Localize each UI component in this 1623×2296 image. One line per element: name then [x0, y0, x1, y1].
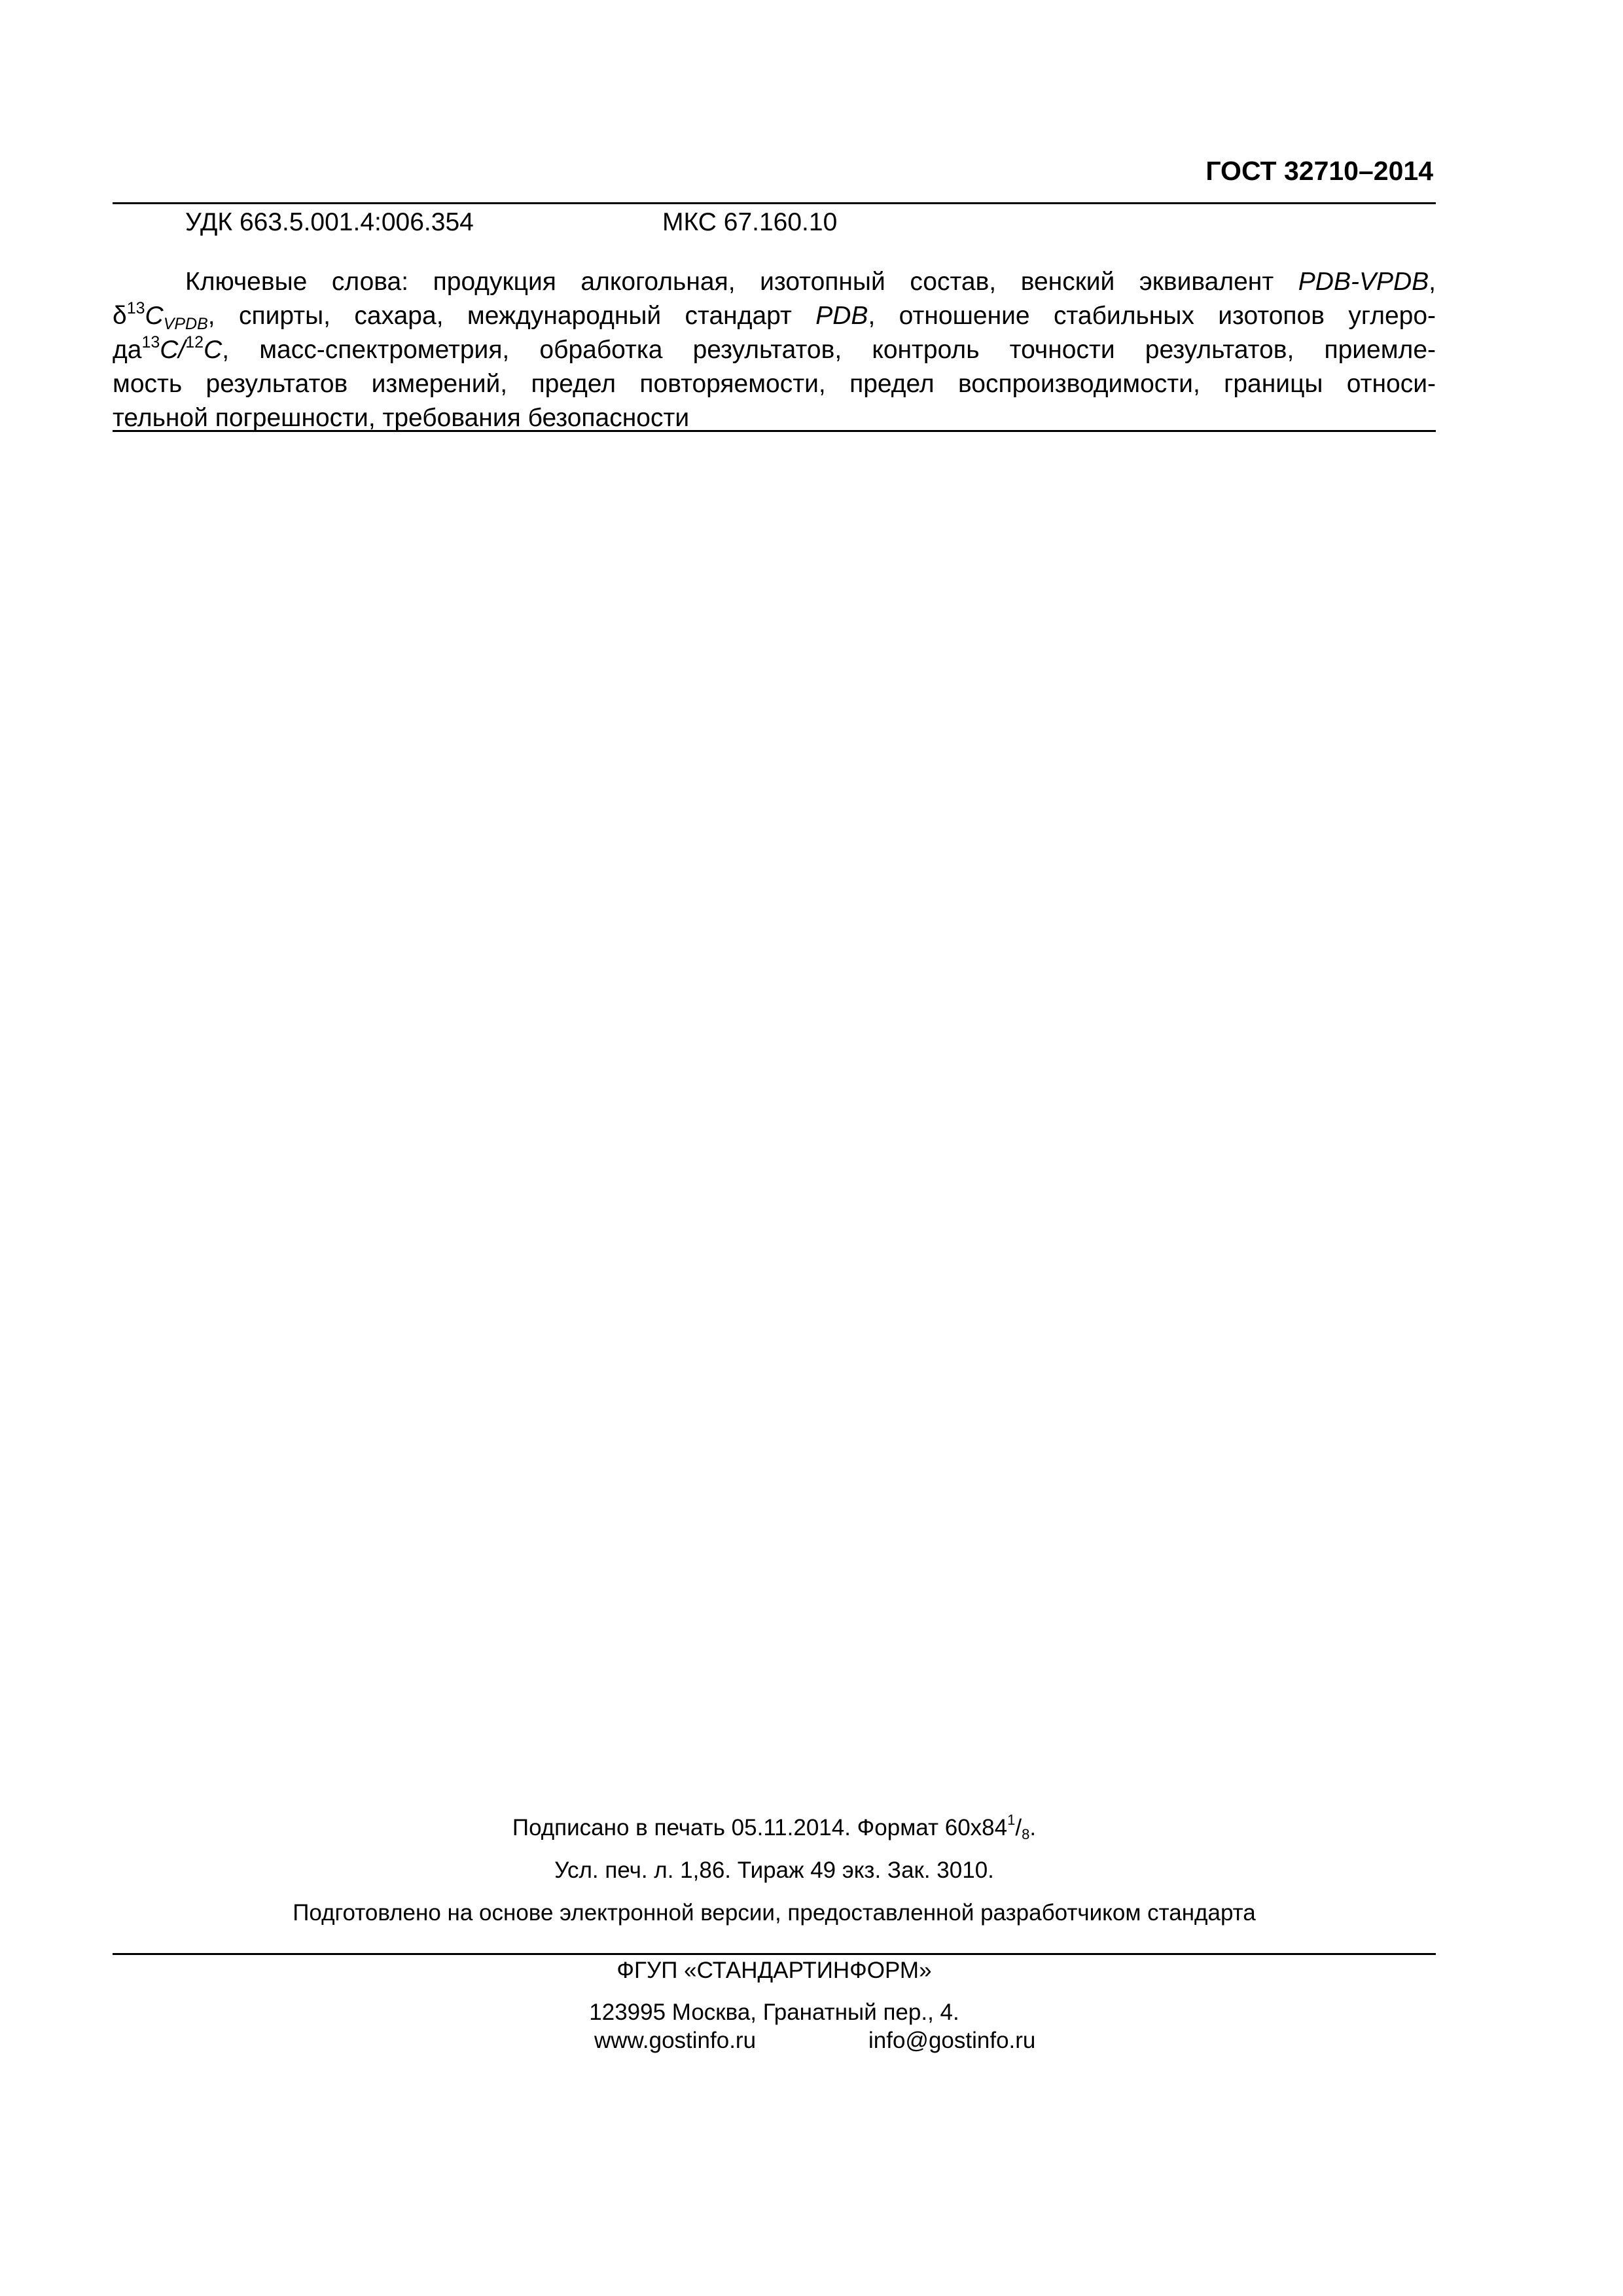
header-rule	[113, 202, 1436, 204]
carbon-ratio-denominator: C	[204, 336, 223, 364]
prepared-note: Подготовлено на основе электронной версии, предоставленной разработчиком стандарта	[293, 1900, 1256, 1926]
keywords-text: , отношение стабильных изотопов углеро-	[868, 302, 1436, 330]
standard-code: ГОСТ 32710–2014	[1205, 156, 1433, 186]
subscript-vpdb: VPDB	[163, 315, 208, 333]
keywords-text: да	[113, 336, 142, 364]
udk-code: УДК 663.5.001.4:006.354	[185, 208, 474, 236]
keywords-paragraph	[113, 265, 1436, 435]
format-slash: /	[1015, 1815, 1022, 1840]
keywords-line-4: мость результатов измерений, предел повторяемости, предел воспроизводимости, границы относи-	[113, 370, 1436, 398]
publisher-address: 123995 Москва, Гранатный пер., 4.	[589, 2000, 959, 2025]
mks-code: МКС 67.160.10	[662, 208, 838, 236]
format-dot: .	[1029, 1815, 1037, 1840]
superscript-13: 13	[126, 299, 145, 317]
pdb-term: PDB	[815, 302, 868, 330]
keywords-line-5: тельной погрешности, требования безопасности	[113, 404, 690, 432]
email-link[interactable]: info@gostinfo.ru	[868, 2028, 1036, 2053]
format-numerator: 1	[1007, 1812, 1016, 1828]
signed-to-print	[113, 1812, 1436, 1842]
signed-text: Подписано в печать 05.11.2014. Формат 60x84	[512, 1815, 1008, 1840]
keywords-rule	[113, 430, 1436, 432]
keywords-line-1	[113, 265, 1436, 299]
delta-symbol: δ	[113, 302, 127, 330]
carbon-ratio-numerator: C/	[160, 336, 186, 364]
keywords-text: , масс-спектрометрия, обработка результатов, контроль точности результатов, приемле-	[222, 336, 1436, 364]
print-sheets-info: Усл. печ. л. 1,86. Тираж 49 экз. Зак. 3010.	[554, 1857, 994, 1883]
footer-rule	[113, 1953, 1436, 1955]
keywords-punct: ,	[1429, 268, 1436, 296]
pdb-vpdb-term: PDB-VPDB	[1298, 268, 1429, 296]
superscript-12: 12	[185, 333, 204, 351]
keywords-text: Ключевые слова: продукция алкогольная, изотопный состав, венский эквивалент	[185, 268, 1298, 296]
superscript-13: 13	[141, 333, 160, 351]
keywords-text: , спирты, сахара, международный стандарт	[207, 302, 816, 330]
keywords-line-3	[113, 333, 1436, 367]
format-denominator: 8	[1022, 1826, 1030, 1842]
keywords-line-2	[113, 299, 1436, 333]
website-link[interactable]: www.gostinfo.ru	[594, 2028, 757, 2053]
carbon-symbol: C	[145, 302, 164, 330]
publisher-name: ФГУП «СТАНДАРТИНФОРМ»	[616, 1958, 932, 1983]
